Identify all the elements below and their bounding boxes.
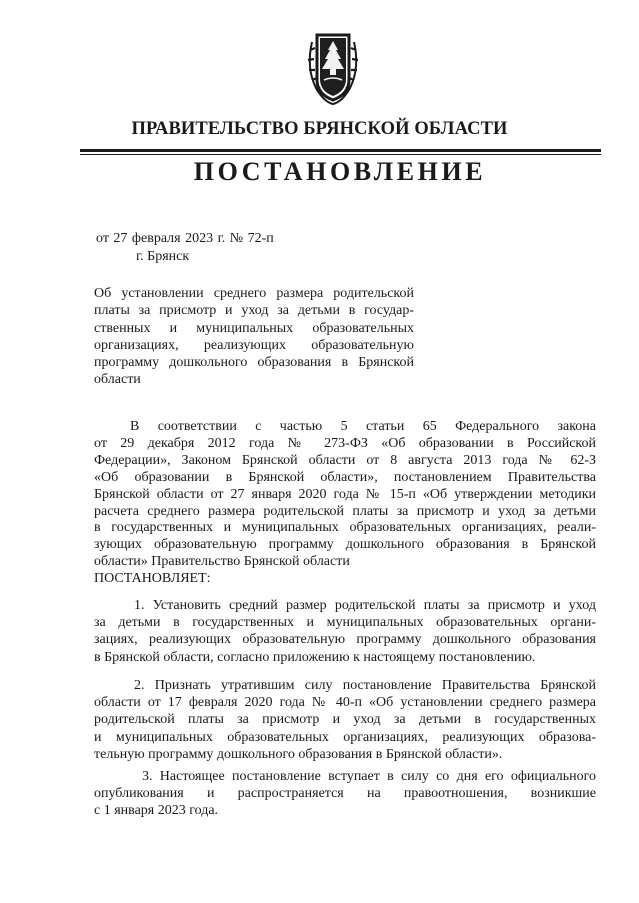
preamble-line: В соответствии с частью 5 статьи 65 Федерального закона	[130, 419, 596, 434]
preamble-line: от 29 декабря 2012 года № 273-ФЗ «Об образовании в Российской	[94, 435, 596, 451]
item-line: за детьми в государственных и муниципальных образовательных органи-	[94, 615, 596, 631]
item-line: тельную программу дошкольного образования в Брянской области».	[94, 746, 503, 762]
preamble-line: в государственных и муниципальных образовательных организациях, реали-	[94, 520, 596, 536]
item-line: с 1 января 2023 года.	[94, 803, 219, 819]
preamble-line: «Об образовании в Брянской области», постановлением Правительства	[94, 469, 596, 485]
item-line: зациях, реализующих образовательную программу дошкольного образования	[94, 632, 596, 648]
decree-keyword: ПОСТАНОВЛЯЕТ:	[94, 571, 211, 587]
subject-line: программу дошкольного образования в Брянской	[94, 355, 414, 371]
item-line: 1. Установить средний размер родительской платы за присмотр и уход	[134, 598, 596, 613]
preamble-line: Федерации», Законом Брянской области от 8 августа 2013 года № 62-З	[94, 452, 596, 468]
document-subject	[94, 285, 414, 389]
document-city: г. Брянск	[136, 249, 190, 264]
subject-line: организациях, реализующих образовательную	[94, 337, 414, 353]
subject-line: области	[94, 372, 141, 388]
header-rule-thick	[80, 149, 601, 152]
header-rule-thin	[80, 154, 601, 155]
item-2	[94, 677, 596, 763]
subject-line: ственных и муниципальных образовательных	[94, 320, 414, 336]
item-3	[94, 768, 596, 820]
item-line: опубликования и распространяется на правоотношения, возникшие	[94, 786, 596, 802]
bryansk-coat-of-arms-icon	[302, 28, 364, 106]
item-line: родительской платы за присмотр и уход за детьми в государственных	[94, 712, 596, 728]
government-title: ПРАВИТЕЛЬСТВО БРЯНСКОЙ ОБЛАСТИ	[131, 119, 508, 139]
preamble	[94, 419, 596, 588]
item-line: 3. Настоящее постановление вступает в силу со дня его официального	[142, 769, 596, 784]
subject-line: платы за присмотр и уход за детьми в государ-	[94, 303, 414, 319]
item-1	[94, 597, 596, 666]
preamble-line: области» Правительство Брянской области	[94, 554, 350, 570]
preamble-line: зующих образовательную программу дошкольного образования в Брянской	[94, 537, 596, 553]
preamble-line: Брянской области от 27 января 2020 года № 15-п «Об утверждении методики	[94, 486, 596, 502]
item-line: 2. Признать утратившим силу постановление Правительства Брянской	[134, 678, 596, 693]
item-line: в Брянской области, согласно приложению к настоящему постановлению.	[94, 649, 536, 665]
document-type: ПОСТАНОВЛЕНИЕ	[193, 157, 487, 186]
preamble-line: расчета среднего размера родительской платы за присмотр и уход за детьми	[94, 503, 596, 519]
subject-line: Об установлении среднего размера родительской	[94, 286, 414, 301]
item-line: и муниципальных образовательных организациях, реализующих образова-	[94, 729, 596, 745]
item-line: области от 17 февраля 2020 года № 40-п «Об установлении среднего размера	[94, 695, 596, 711]
document-date-number: от 27 февраля 2023 г. № 72-п	[96, 231, 274, 246]
